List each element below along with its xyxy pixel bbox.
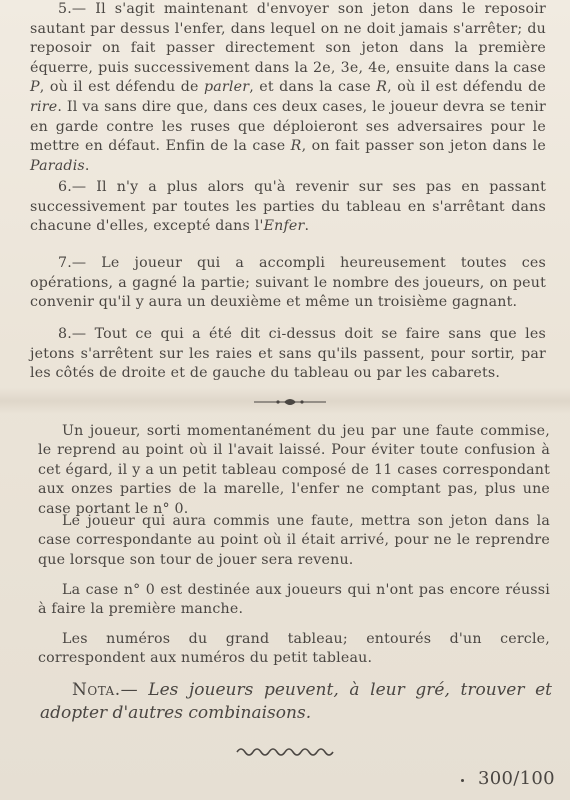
rule-8-paragraph: 8.— Tout ce qui a été dit ci-dessus doit se faire sans que les jetons s'arrêtent sur les raies et sans qu'ils passent, pour sortir, par les côtés de droite et de gauche du tableau ou par les cabarets. xyxy=(30,326,546,382)
note-paragraph-3: La case n° 0 est destinée aux joueurs qui n'ont pas encore réussi à faire la première manche. xyxy=(38,582,550,618)
divider-ornament xyxy=(250,395,330,409)
note-paragraph-1: Un joueur, sorti momentanément du jeu par une faute commise, le reprend au point où il l'avait laissé. Pour éviter toute confusion à cet égard, il y a un petit tableau composé de 11 cases correspondant aux onzes parties de la marelle, l'enfer ne comptant pas, plus une case portant le n° 0. xyxy=(38,423,550,517)
nota-paragraph xyxy=(40,679,552,725)
end-ornament xyxy=(233,745,343,759)
rule-5-paragraph: 5.— Il s'agit maintenant d'envoyer son jeton dans le reposoir sautant par dessus l'enfer, dans lequel on ne doit jamais s'arrêter; du reposoir on fait passer directement son jeton dans la première équerre, puis successivement dans la 2e, 3e, 4e, ensuite dans la case P, où il est défendu de parler, et dans la case R, où il est défendu de rire. Il va sans dire que, dans ces deux cases, le joueur devra se tenir en garde contre les ruses que déploieront ses adversaires pour le mettre en défaut. Enfin de la case R, on fait passer son jeton dans le Paradis. xyxy=(30,1,546,174)
page-number: 300/100 xyxy=(478,768,555,789)
page-number-dot xyxy=(461,779,464,782)
nota-label: Nota. xyxy=(72,680,121,700)
nota-text: — Les joueurs peuvent, à leur gré, trouver et adopter d'autres combinaisons. xyxy=(40,680,552,723)
note-paragraph-4: Les numéros du grand tableau; entourés d'un cercle, correspondent aux numéros du petit tableau. xyxy=(38,631,550,667)
rule-7-paragraph: 7.— Le joueur qui a accompli heureusement toutes ces opérations, a gagné la partie; suivant le nombre des joueurs, on peut convenir qu'il y aura un deuxième et même un troisième gagnant. xyxy=(30,255,546,311)
note-paragraph-2: Le joueur qui aura commis une faute, mettra son jeton dans la case correspondante au point où il était arrivé, pour ne le reprendre que lorsque son tour de jouer sera revenu. xyxy=(38,513,550,568)
rule-6-paragraph: 6.— Il n'y a plus alors qu'à revenir sur ses pas en passant successivement par toutes les parties du tableau en s'arrêtant dans chacune d'elles, excepté dans l'Enfer. xyxy=(30,179,546,235)
